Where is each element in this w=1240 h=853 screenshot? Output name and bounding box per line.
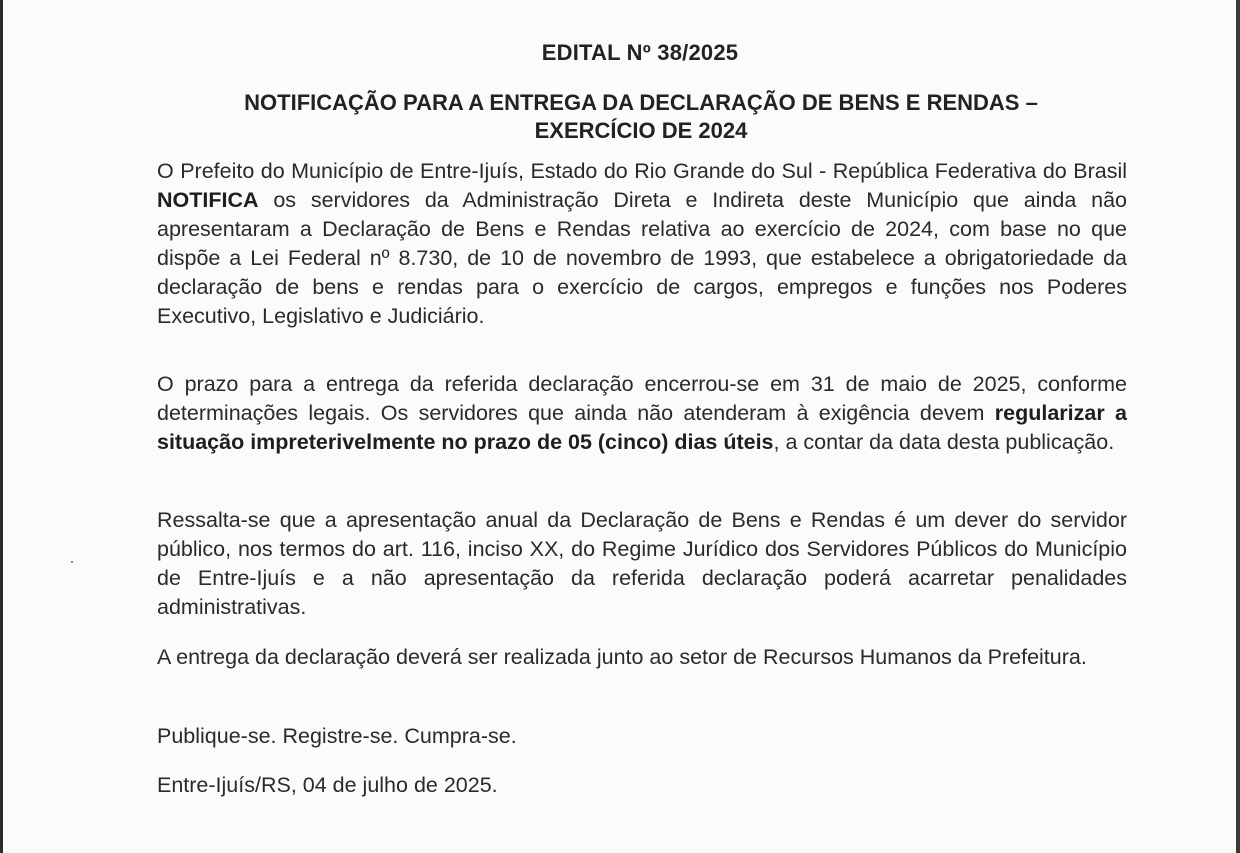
- paragraph-duty: Ressalta-se que a apresentação anual da Declaração de Bens e Rendas é um dever do servidor público, nos termos do art. 116, inciso XX, do Regime Jurídico dos Servidores Públicos do Município de Entre-Ijuís e a não apresentação da referida declaração poderá acarretar penalidades administrativas.: [157, 508, 1127, 619]
- paragraph-deadline-text-a: O prazo para a entrega da referida declaração encerrou-se em 31 de maio de 2025, conforme determinações legais. Os servidores que ainda não atenderam à exigência devem: [157, 372, 1127, 425]
- paragraph-notification-text-c: os servidores da Administração Direta e Indireta deste Município que ainda não apresentaram a Declaração de Bens e Rendas relativa ao exercício de 2024, com base no que dispõe a Lei Federal nº 8.730, de 10 de novembro de 1993, que estabelece a obrigatoriedade da declaração de bens e rendas para o exercício de cargos, empregos e funções nos Poderes Executivo, Legislativo e Judiciário.: [157, 188, 1127, 328]
- notifica-keyword: NOTIFICA: [157, 188, 259, 212]
- paragraph-notification: [157, 157, 1127, 331]
- edital-subtitle: [0, 89, 1240, 145]
- deadline-emphasis: regularizar a situação impreterivelmente no prazo de 05 (cinco) dias úteis: [157, 401, 1127, 454]
- subtitle-line-2: EXERCÍCIO DE 2024: [534, 118, 748, 143]
- place-and-date: Entre-Ijuís/RS, 04 de julho de 2025.: [157, 773, 498, 797]
- paragraph-notification-text-a: O Prefeito do Município de Entre-Ijuís, Estado do Rio Grande do Sul - República Federativa do Brasil: [157, 159, 1127, 183]
- edital-title: EDITAL Nº 38/2025: [541, 40, 739, 65]
- paragraph-delivery: A entrega da declaração deverá ser realizada junto ao setor de Recursos Humanos da Prefeitura.: [157, 645, 1087, 669]
- paragraph-deadline-text-c: , a contar da data desta publicação.: [773, 430, 1115, 454]
- paragraph-deadline: [157, 370, 1127, 457]
- subtitle-line-1: NOTIFICAÇÃO PARA A ENTREGA DA DECLARAÇÃO DE BENS E RENDAS –: [244, 90, 1038, 115]
- paragraph-publish: Publique-se. Registre-se. Cumpra-se.: [157, 724, 517, 748]
- scan-speck: [71, 561, 73, 563]
